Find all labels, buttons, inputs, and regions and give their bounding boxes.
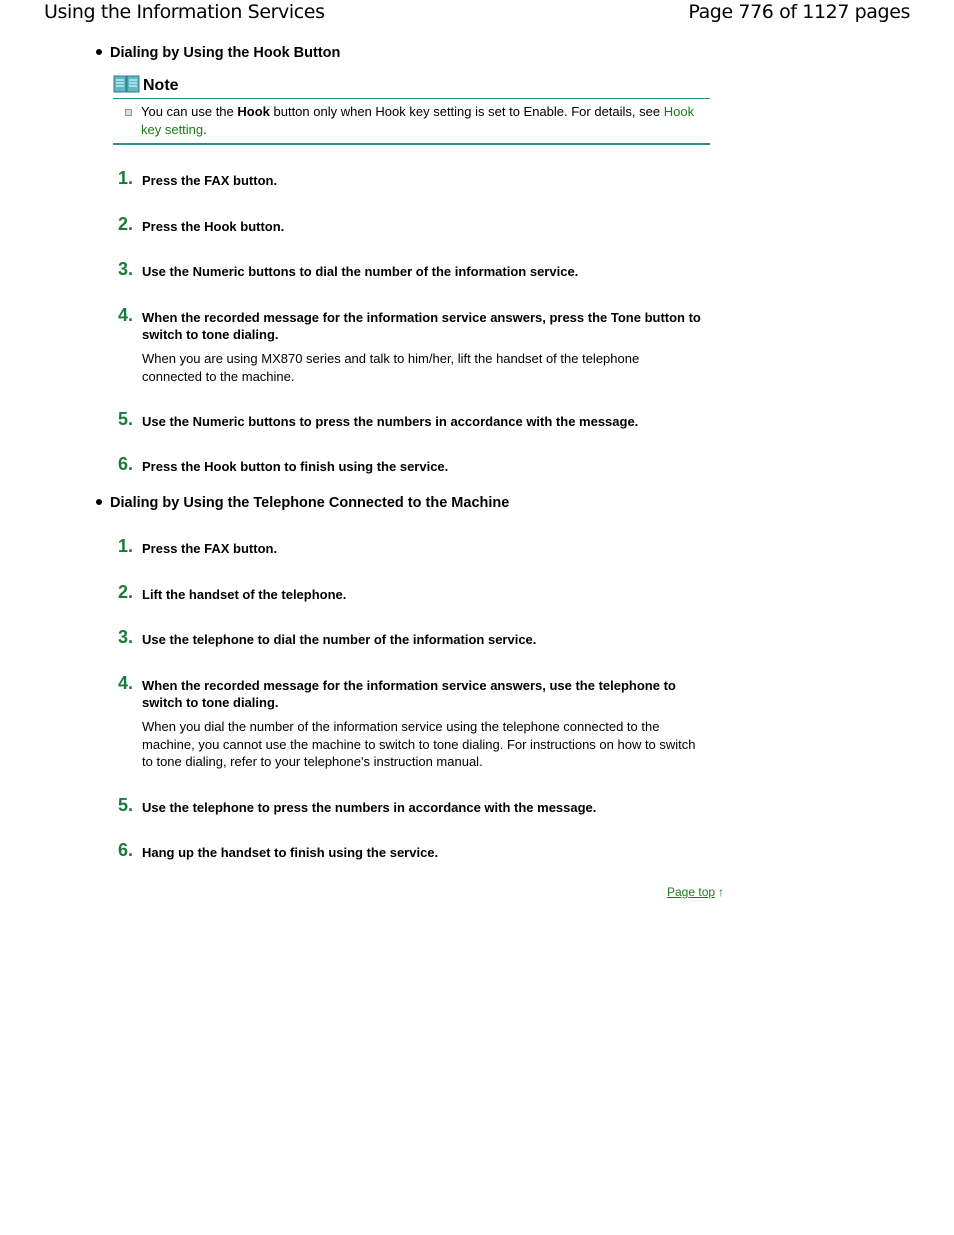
- step-text: Press the FAX button.: [142, 541, 278, 556]
- note-text-end: .: [203, 122, 207, 137]
- page-top-link[interactable]: [667, 885, 724, 899]
- section-title-text: Dialing by Using the Hook Button: [110, 45, 341, 61]
- square-bullet-icon: [125, 109, 132, 116]
- section-title-telephone: [96, 495, 509, 511]
- step-text: When the recorded message for the information service answers, press the Tone button to switch to tone dialing.: [142, 310, 701, 342]
- step-number: 3.: [118, 259, 134, 279]
- page-top-label: Page top: [667, 885, 716, 899]
- step-description: When you dial the number of the information service using the telephone connected to the machine, you cannot use the machine to switch to tone dialing. For instructions on how to switch to tone dialing, refer to your telephone's instruction manual.: [142, 719, 696, 769]
- book-icon: [113, 74, 141, 94]
- note-heading: Note: [143, 77, 179, 94]
- step-text: Use the Numeric buttons to dial the number of the information service.: [142, 264, 579, 279]
- bullet-icon: [96, 499, 102, 505]
- step-text: Press the FAX button.: [142, 173, 278, 188]
- note-text-bold: Hook: [237, 104, 270, 119]
- note-top-rule: [113, 98, 710, 99]
- step-text: Lift the handset of the telephone.: [142, 587, 347, 602]
- step-text: Press the Hook button.: [142, 219, 285, 234]
- note-text: [141, 103, 701, 139]
- section-title-hook: [96, 45, 340, 61]
- bullet-icon: [96, 49, 102, 55]
- step-description: When you are using MX870 series and talk to him/her, lift the handset of the telephone connected to the machine.: [142, 351, 640, 384]
- step-number: 5.: [118, 409, 134, 429]
- step-number: 2.: [118, 582, 134, 602]
- page-header: [0, 0, 954, 30]
- page-number: Page 776 of 1127 pages: [688, 1, 910, 23]
- step-number: 3.: [118, 627, 134, 647]
- section-title-text: Dialing by Using the Telephone Connected to the Machine: [110, 495, 510, 511]
- step-text: Use the Numeric buttons to press the numbers in accordance with the message.: [142, 414, 639, 429]
- note-bottom-rule: [113, 143, 710, 145]
- document-title: Using the Information Services: [44, 1, 325, 23]
- step-number: 2.: [118, 214, 134, 234]
- step-text: When the recorded message for the information service answers, use the telephone to switch to tone dialing.: [142, 678, 676, 710]
- step-text: Hang up the handset to finish using the service.: [142, 845, 439, 860]
- step-number: 1.: [118, 536, 134, 556]
- note-header: [113, 72, 710, 97]
- note-text-part: button only when Hook key setting is set to Enable. For details, see: [269, 104, 664, 119]
- step-number: 4.: [118, 673, 134, 693]
- step-number: 4.: [118, 305, 134, 325]
- step-number: 5.: [118, 795, 134, 815]
- step-number: 1.: [118, 168, 134, 188]
- step-text: Press the Hook button to finish using the service.: [142, 459, 449, 474]
- note-text-part: You can use the: [141, 104, 238, 119]
- step-number: 6.: [118, 454, 134, 474]
- step-text: Use the telephone to press the numbers in accordance with the message.: [142, 800, 597, 815]
- step-text: Use the telephone to dial the number of the information service.: [142, 632, 537, 647]
- hook-key-setting-link[interactable]: Hook key setting: [141, 104, 695, 137]
- arrow-up-icon: ↑: [718, 885, 725, 899]
- note-box: [113, 72, 710, 144]
- step-number: 6.: [118, 840, 134, 860]
